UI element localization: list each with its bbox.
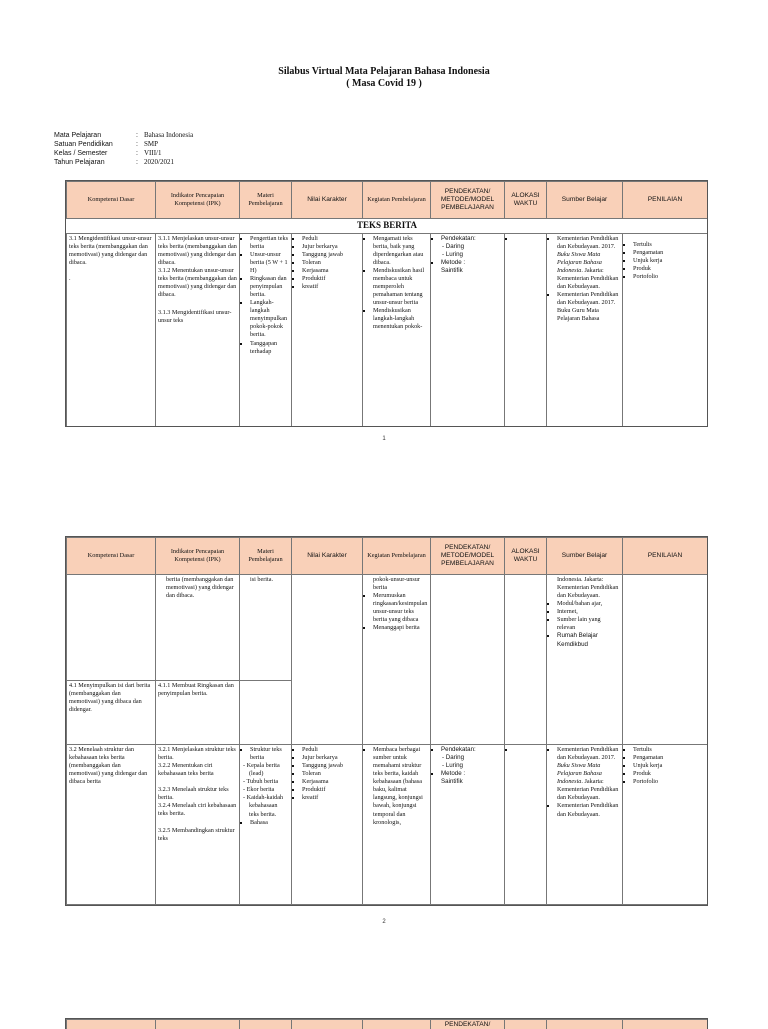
alokasi-cell	[505, 745, 547, 905]
kd-cell	[67, 575, 156, 681]
document-subtitle: ( Masa Covid 19 )	[0, 78, 768, 89]
kd-cell: 3.1 Mengidentifikasi unsur-unsur teks berita (membanggakan dan memotivasi) yang didengar dan dibaca. .	[67, 233, 156, 427]
kd-cell: 4.1 Menyimpulkan isi dari berita (membanggakan dan memotivasi) yang dibaca dan didengar.	[67, 681, 156, 745]
syllabus-table-page-1	[65, 180, 708, 427]
kegiatan-cell: pokok-unsur-unsur berita ▪ Merumuskan ringkasan/kesimpulan unsur-unsur teks berita yang dibaca ▪ Menanggapi berita	[363, 575, 431, 745]
page-number: 2	[0, 919, 768, 925]
header-cell	[505, 1020, 547, 1029]
meta-row: Kelas / Semester : VIII/1	[54, 149, 162, 157]
header-pendekatan: PENDEKATAN/ METODE/MODEL PEMBELAJARAN	[431, 182, 505, 219]
header-cell	[547, 1020, 623, 1029]
pendekatan-cell	[431, 575, 505, 745]
header-penilaian: PENILAIAN	[623, 182, 708, 219]
pendekatan-cell: ▪ Pendekatan: - Daring - Luring ▪ Metode : Saintifik	[431, 745, 505, 905]
header-cell	[292, 1020, 363, 1029]
header-kompetensi-dasar: Kompetensi Dasar	[67, 538, 156, 575]
meta-row: Tahun Pelajaran : 2020/2021	[54, 158, 174, 166]
penilaian-cell: ▪ Tertulis ▪ Pengamatan ▪ Unjuk kerja ▪ Produk ▪ Portofolio	[623, 745, 708, 905]
header-cell	[156, 1020, 240, 1029]
header-kompetensi-dasar: Kompetensi Dasar	[67, 182, 156, 219]
pendekatan-cell: ▪ Pendekatan: - Daring - Luring ▪ Metode : Saintifik	[431, 233, 505, 427]
header-kegiatan: Kegiatan Pembelajaran	[363, 182, 431, 219]
ipk-cell: 4.1.1 Membuat Ringkasan dan penyimpulan berita.	[156, 681, 240, 745]
page-number: 1	[0, 436, 768, 442]
header-sumber: Sumber Belajar	[547, 182, 623, 219]
header-pendekatan: PENDEKATAN/	[431, 1020, 505, 1029]
header-penilaian: PENILAIAN	[623, 538, 708, 575]
syllabus-table-page-2	[65, 536, 708, 906]
header-cell	[240, 1020, 292, 1029]
sumber-cell: ▪ Kementerian Pendidikan dan Kebudayaan. 2017. Buku Siswa Mata Pelajaran Bahasa Indonesia. Jakarta: Kementerian Pendidikan dan Kebudayaan. ▪ Kementerian Pendidikan dan Kebudayaan. 2017. Buku Guru Mata Pelajaran Bahasa	[547, 233, 623, 427]
kd-cell: 3.2 Menelaah struktur dan kebahasaan teks berita (membanggakan dan memotivasi) yang didengar dan dibaca berita	[67, 745, 156, 905]
document-title: Silabus Virtual Mata Pelajaran Bahasa Indonesia	[0, 66, 768, 77]
materi-cell: ▪ Struktur teks berita - Kepala berita (lead) - Tubuh berita - Ekor berita - Kaidah-kaidah kebahasaan teks berita. ▪ Bahasa	[240, 745, 292, 905]
header-materi: Materi Pembelajaran	[240, 538, 292, 575]
header-sumber: Sumber Belajar	[547, 538, 623, 575]
karakter-cell	[292, 575, 363, 745]
sumber-cell: Indonesia. Jakarta: Kementerian Pendidikan dan Kebudayaan. ▪ Modul/bahan ajar, ▪ Internet, ▪ Sumber lain yang relevan ▪ Rumah Belajar Kemdikbud	[547, 575, 623, 745]
materi-cell: isi berita.	[240, 575, 292, 681]
header-cell	[623, 1020, 708, 1029]
penilaian-cell	[623, 575, 708, 745]
kegiatan-cell: ▪ Membaca berbagai sumber untuk memahami struktur teks berita, kaidah kebahasaan (bahasa baku, kalimat langsung, konjungsi bawah, konjungsi temporal dan kronologis,	[363, 745, 431, 905]
alokasi-cell	[505, 575, 547, 745]
header-pendekatan: PENDEKATAN/ METODE/MODEL PEMBELAJARAN	[431, 538, 505, 575]
karakter-cell: ▪ Peduli ▪ Jujur berkarya ▪ Tanggung jawab ▪ Toleran ▪ Kerjasama ▪ Produktif ▪ kreatif	[292, 745, 363, 905]
ipk-cell: 3.2.1 Menjelaskan struktur teks berita. 3.2.2 Menentukan ciri kebahasaan teks berita 3.2.3 Menelaah struktur teks berita. 3.2.4 Menelaah ciri kebahasaan teks berita. 3.2.5 Membandingkan struktur teks	[156, 745, 240, 905]
penilaian-cell: ▪ Tertulis ▪ Pengamatan ▪ Unjuk kerja ▪ Produk ▪ Portofolio	[623, 233, 708, 427]
header-ipk: Indikator Pencapaian Kompetensi (IPK)	[156, 182, 240, 219]
sumber-cell: ▪ Kementerian Pendidikan dan Kebudayaan. 2017. Buku Siswa Mata Pelajaran Bahasa Indonesia. Jakarta: Kementerian Pendidikan dan Kebudayaan. ▪ Kementerian Pendidikan dan Kebudayaan.	[547, 745, 623, 905]
header-cell	[363, 1020, 431, 1029]
meta-row: Satuan Pendidikan : SMP	[54, 140, 158, 148]
ipk-cell: 3.1.1 Menjelaskan unsur-unsur teks berita (membanggakan dan memotivasi) yang didengar dan dibaca. 3.1.2 Menentukan unsur-unsur teks berita (membanggakan dan memotivasi) yang didengar dan dibaca. 3.1.3 Mengidentifikasi unsur-unsur teks	[156, 233, 240, 427]
header-nilai-karakter: Nilai Karakter	[292, 538, 363, 575]
section-title: TEKS BERITA	[67, 219, 708, 234]
header-alokasi: ALOKASI WAKTU	[505, 182, 547, 219]
header-kegiatan: Kegiatan Pembelajaran	[363, 538, 431, 575]
kegiatan-cell: ▪ Mengamati teks berita, baik yang diperdengarkan atau dibaca. ▪ Mendiskusikan hasil membaca untuk memperoleh pemahaman tentang unsur-unsur berita ▪ Mendiskusikan langkah-langkah menentukan pokok-	[363, 233, 431, 427]
header-alokasi: ALOKASI WAKTU	[505, 538, 547, 575]
alokasi-cell	[505, 233, 547, 427]
header-cell	[67, 1020, 156, 1029]
karakter-cell: ▪ Peduli ▪ Jujur berkarya ▪ Tanggung jawab ▪ Toleran ▪ Kerjasama ▪ Produktif ▪ kreatif	[292, 233, 363, 427]
ipk-cell: berita (membanggakan dan memotivasi) yang didengar dan dibaca.	[156, 575, 240, 681]
header-materi: Materi Pembelajaran	[240, 182, 292, 219]
meta-row: Mata Pelajaran : Bahasa Indonesia	[54, 131, 193, 139]
materi-cell	[240, 681, 292, 745]
header-nilai-karakter: Nilai Karakter	[292, 182, 363, 219]
header-ipk: Indikator Pencapaian Kompetensi (IPK)	[156, 538, 240, 575]
materi-cell: ▪ Pengertian teks berita ▪ Unsur-unsur berita (5 W + 1 H) ▪ Ringkasan dan penyimpulan berita. ▪ Langkah-langkah menyimpulkan pokok-pokok berita. ▪ Tanggapan terhadap	[240, 233, 292, 427]
